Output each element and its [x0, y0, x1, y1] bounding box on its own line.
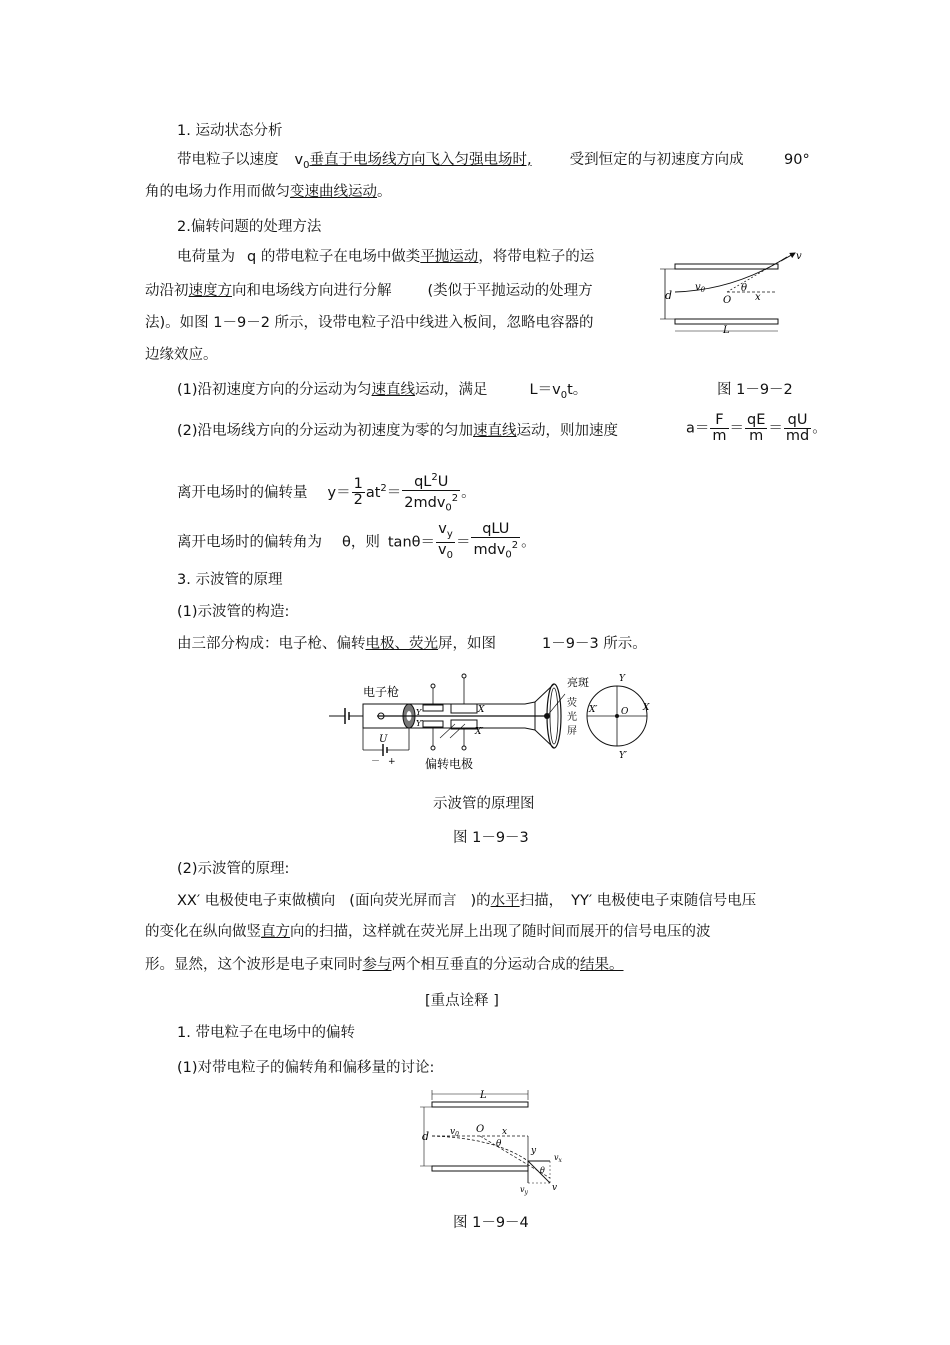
text: a＝ [686, 420, 710, 437]
s3-p3 [145, 955, 624, 975]
text: XX′ 电极使电子束做横向 [177, 893, 336, 909]
fraction [436, 522, 455, 563]
plate-X [451, 704, 477, 713]
key-sub1: (1)对带电粒子的偏转角和偏移量的讨论: [177, 1060, 435, 1076]
text: 离开电场时的偏转量 [177, 484, 308, 501]
text: v [554, 1153, 559, 1162]
text: 水平 [490, 893, 520, 909]
text: 荧光 [409, 636, 438, 652]
upper-plate [432, 1102, 528, 1107]
s3-sub2: (2)示波管的原理: [177, 861, 290, 877]
label-electron-gun: 电子枪 [363, 685, 400, 699]
text: 离开电场时的偏转角为 [177, 534, 322, 551]
text: m [749, 428, 764, 444]
figure-1-9-3 [325, 666, 655, 776]
text: 0 [505, 549, 512, 561]
label-d: d [665, 289, 673, 302]
text: 受到恒定的与初速度方向成 [569, 152, 744, 168]
s1-ninety: 90° [784, 152, 810, 168]
label-minus: － [371, 757, 381, 767]
label-x: x [755, 292, 761, 303]
label-v: v [796, 251, 802, 262]
accel-formula [686, 413, 827, 444]
fig-1-9-3-caption: 示波管的原理图 [433, 796, 535, 812]
label-Y-screen: Y [619, 674, 625, 684]
label-Yp-screen: Y′ [619, 751, 627, 761]
text: 直方 [261, 924, 290, 940]
label-d: d [422, 1130, 430, 1143]
text: ＝ [729, 420, 745, 437]
text: YY′ 电极使电子束随信号电压 [571, 893, 757, 909]
label-X-screen: X [643, 703, 650, 713]
label-plus: + [388, 757, 396, 767]
text: x [558, 1157, 562, 1164]
text: y＝ [327, 484, 351, 501]
text: at [365, 484, 381, 501]
label-y: y [531, 1146, 537, 1156]
label-O-screen: O [621, 707, 629, 717]
text: 2 [451, 492, 459, 504]
s3-sub1: (1)示波管的构造: [177, 604, 290, 620]
fraction [402, 470, 460, 516]
text: 带电粒子以速度 [177, 152, 279, 168]
label-theta: θ [496, 1139, 502, 1149]
angle-formula [177, 522, 536, 563]
text: (1)沿初速度方向的分运动为匀 [177, 382, 372, 398]
lower-plate [675, 319, 778, 324]
text: F [710, 413, 728, 429]
text: (2)沿电场线方向的分运动为初速度为零的匀加 [177, 423, 474, 439]
label-v: v [552, 1183, 558, 1193]
text: 。 [812, 420, 827, 437]
text: qLU [471, 522, 520, 538]
text: 电荷量为 [177, 249, 235, 265]
text: v [294, 152, 304, 168]
label-v0 [450, 1127, 459, 1138]
text: θ，则 [342, 534, 380, 551]
text: L＝v [529, 382, 561, 398]
label-vx [554, 1153, 563, 1164]
trajectory [432, 1136, 528, 1161]
text: 2 [380, 482, 387, 494]
label-deflection-plates: 偏转电极 [425, 757, 474, 771]
text: 参与 [362, 957, 392, 973]
label-U: U [379, 734, 388, 745]
key-h1: 1. 带电粒子在电场中的偏转 [177, 1025, 355, 1041]
text: ＝ [386, 484, 402, 501]
text: 2 [511, 540, 519, 552]
label-screen-1: 荧 [567, 698, 577, 709]
plate-Yp [423, 721, 443, 727]
text: 平抛运动 [420, 249, 479, 265]
text: md [785, 428, 810, 444]
text: 电极、 [365, 636, 409, 652]
figure-1-9-4 [410, 1086, 570, 1196]
s3-heading: 3. 示波管的原理 [177, 572, 283, 588]
text: 两个相互垂直的分运动合成的 [391, 957, 580, 973]
text: 运动，则加速度 [516, 423, 619, 439]
label-screen-3: 屏 [567, 726, 577, 737]
text: v [450, 1127, 456, 1137]
text: 0 [446, 549, 453, 561]
fraction [745, 413, 767, 444]
fig-1-9-2-label: 图 1－9－2 [717, 382, 793, 398]
velocity-arrow [781, 253, 795, 261]
text: 1－9－3 所示。 [542, 636, 647, 652]
label-bright-spot: 亮斑 [567, 676, 589, 689]
label-Yp-plate: Y′ [416, 719, 424, 728]
text: 由三部分构成：电子枪、偏转 [177, 636, 366, 652]
text: 2mdv [404, 494, 446, 511]
text: 0 [455, 1131, 459, 1138]
label-O: O [723, 295, 732, 306]
text: 1 [353, 476, 363, 493]
text: ＝ [455, 534, 471, 551]
text: 向的扫描，这样就在荧光屏上出现了随时间而展开的信号电压的波 [290, 924, 711, 940]
text: 运动，满足 [415, 382, 488, 398]
text: qL [414, 473, 432, 490]
label-theta2: θ [540, 1166, 545, 1175]
text: 动沿初 [145, 283, 189, 299]
text: 0 [700, 286, 706, 294]
text: ，将带电粒子的运 [478, 249, 595, 265]
label-vy [520, 1185, 529, 1196]
figure-1-9-2 [655, 247, 815, 337]
s1-para-line1 [177, 150, 744, 176]
text: y [446, 528, 453, 540]
text: 0 [560, 389, 568, 401]
text: t。 [567, 382, 588, 398]
text: 。 [461, 484, 476, 501]
text: U [437, 473, 449, 490]
text: qU [784, 413, 811, 429]
text: 向和电场线方向进行分解 [232, 283, 392, 299]
s2-line4: 边缘效应。 [145, 347, 218, 363]
text: ＝ [768, 420, 783, 437]
text: 2 [431, 472, 438, 483]
text: 速直线 [473, 423, 517, 439]
upper-plate [675, 264, 778, 269]
key-title: [重点诠释 ] [425, 993, 499, 1009]
label-screen-2: 光 [567, 712, 577, 723]
label-Xp-plate: X′ [475, 727, 484, 737]
text: 2 [353, 492, 363, 509]
fraction [471, 522, 520, 563]
fraction [352, 477, 365, 508]
s2-line3: 法)。如图 1－9－2 所示，设带电粒子沿中线进入板间，忽略电容器的 [145, 315, 594, 331]
text: 0 [445, 502, 452, 514]
text: 屏，如图 [438, 636, 496, 652]
text: v [438, 521, 447, 537]
v-vector [528, 1161, 550, 1183]
s3-p2 [145, 922, 711, 942]
text: 形。显然，这个波形是电子束同时 [145, 957, 363, 973]
fig-1-9-4-label: 图 1－9－4 [453, 1215, 529, 1231]
text: 的变化在纵向做竖 [145, 924, 261, 940]
text: 。 [521, 534, 536, 551]
s3-p1 [177, 891, 756, 911]
text: 角的电场力作用而做匀 [145, 184, 290, 200]
s2-heading: 2.偏转问题的处理方法 [177, 219, 322, 235]
fraction [784, 413, 811, 444]
text: q 的带电粒子在电场中做类 [247, 249, 421, 265]
label-X-plate: X [478, 705, 485, 715]
s3-desc [177, 634, 647, 654]
label-x: x [502, 1127, 508, 1137]
text: 。 [377, 184, 392, 200]
label-theta: θ [741, 283, 748, 294]
text: v [438, 541, 447, 558]
text: y [524, 1189, 528, 1196]
text: v [520, 1185, 525, 1194]
text: mdv [473, 541, 506, 558]
text: qE [747, 412, 766, 428]
s1-heading: 1. 运动状态分析 [177, 123, 283, 139]
fig-1-9-3-label: 图 1－9－3 [453, 830, 529, 846]
text: 0 [303, 159, 310, 171]
text: 垂直于电场线方向飞入匀强电场时, [309, 152, 532, 168]
text: (类似于平抛运动的处理方 [427, 283, 593, 299]
label-v0 [695, 282, 706, 294]
label-Y-plate: Y [416, 708, 422, 717]
text: m [712, 428, 727, 444]
s2-item2 [177, 421, 618, 441]
label-O: O [476, 1124, 485, 1135]
text: (面向荧光屏而言 [349, 893, 457, 909]
text: v [695, 282, 701, 293]
lower-plate [432, 1166, 528, 1171]
text: 速度方 [188, 283, 232, 299]
label-L: L [723, 325, 730, 336]
s2-line2 [145, 281, 593, 301]
text: 变速曲线运动 [290, 184, 377, 200]
label-L: L [480, 1090, 487, 1101]
text: tanθ＝ [387, 534, 436, 551]
trajectory [675, 257, 787, 292]
plate-Y [423, 705, 443, 711]
text: 速直线 [371, 382, 416, 398]
s1-para-line2 [145, 182, 392, 202]
s2-item1 [177, 380, 587, 406]
fraction [710, 413, 728, 444]
deflection-formula [177, 470, 476, 516]
label-Xp-screen: X′ [589, 705, 598, 715]
s2-line1 [177, 247, 594, 267]
text: 结果。 [580, 957, 624, 973]
text: 扫描， [519, 893, 564, 909]
text: )的 [470, 893, 491, 909]
